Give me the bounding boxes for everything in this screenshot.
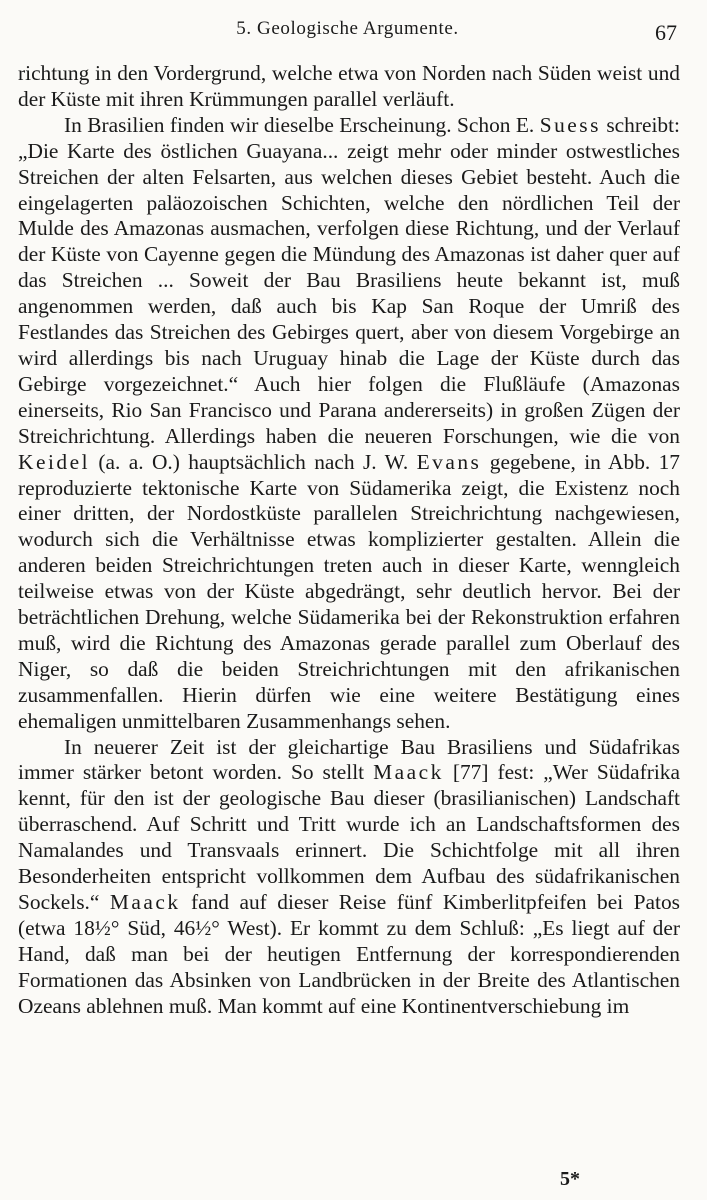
chapter-title: 5. Geologische Argumente.: [236, 18, 459, 39]
paragraph-1-text: richtung in den Vordergrund, welche etwa von Norden nach Süden weist und der Küste mit ihren Krümmungen parallel verläuft.: [18, 61, 680, 111]
running-header: [18, 10, 677, 46]
paragraph-2: [18, 113, 680, 735]
author-name-suess: Suess: [539, 112, 601, 137]
p3-text-a: In neuerer Zeit ist der gleichartige Bau Brasiliens und Südafrikas immer stärker betont worden. So stellt: [18, 734, 680, 785]
signature-mark: 5*: [560, 1168, 580, 1190]
p3-text-c: fand auf dieser Reise fünf Kimberlitpfeifen bei Patos (etwa 18½° Süd, 46½° West). Er kommt zu dem Schluß: „Es liegt auf der Hand, daß man bei der heutigen Entfernung der korrespondierenden Formationen das Absinken von Landbrücken in der Breite des Atlantischen Ozeans ablehnen muß. Man kommt auf eine Kontinentverschiebung im: [18, 890, 680, 1018]
p3-text-b: [77] fest: „Wer Südafrika kennt, für den ist der geologische Bau dieser (brasilianischen) Landschaft überraschend. Auf Schritt und Tritt wurde ich an Landschaftsformen des Namalandes und Transvaals erinnert. Die Schichtfolge mit all ihren Besonderheiten entspricht vollkommen dem Aufbau des südafrikanischen Sockels.“: [18, 760, 680, 914]
p2-text-d: gegebene, in Abb. 17 reproduzierte tektonische Karte von Südamerika zeigt, die Existenz noch einer dritten, der Nordostküste parallelen Streichrichtung nachgewiesen, wodurch sich die Verhältnisse etwas komplizierter gestalten. Allein die anderen beiden Streichrichtungen treten auch in dieser Karte, wenngleich teilweise etwas von der Küste abgedrängt, sehr deutlich hervor. Bei der beträchtlichen Drehung, welche Südamerika bei der Rekonstruktion erfahren muß, wird die Richtung des Amazonas gerade parallel zum Oberlauf des Niger, so daß die beiden Streichrichtungen mit den afrikanischen zusammenfallen. Hierin dürfen wie eine weitere Bestätigung eines ehemaligen unmittelbaren Zusammenhangs sehen.: [18, 449, 681, 733]
p2-text-c: (a. a. O.) hauptsächlich nach J. W.: [90, 449, 417, 474]
p2-text-a: In Brasilien finden wir dieselbe Erscheinung. Schon E.: [64, 112, 540, 137]
paragraph-3: [18, 735, 680, 1020]
author-name-evans: Evans: [416, 449, 482, 474]
p2-text-b: schreibt: „Die Karte des östlichen Guayana... zeigt mehr oder minder ostwestliches Streichen der alten Felsarten, aus welchen dieses Gebiet besteht. Auch die eingelagerten paläozoischen Schichten, welche den nördlichen Teil der Mulde des Amazonas ausmachen, verfolgen diese Richtung, und der Verlauf der Küste von Cayenne gegen die Mündung des Amazonas ist daher quer auf das Streichen ... Soweit der Bau Brasiliens heute bekannt ist, muß angenommen werden, daß auch bis Kap San Roque der Umriß des Festlandes das Streichen des Gebirges quert, aber von diesem Vorgebirge an wird allerdings bis nach Uruguay hinab die Lage der Küste durch das Gebirge vorgezeichnet.“ Auch hier folgen die Flußläufe (Amazonas einerseits, Rio San Francisco und Parana andererseits) in großen Zügen der Streichrichtung. Allerdings haben die neueren Forschungen, wie die von: [18, 112, 680, 448]
page-number: 67: [655, 20, 677, 45]
author-name-maack: Maack: [373, 760, 444, 785]
author-name-maack-2: Maack: [109, 890, 181, 914]
body-text: [18, 61, 680, 1020]
paragraph-1: [18, 61, 680, 113]
author-name-keidel: Keidel: [18, 449, 91, 474]
